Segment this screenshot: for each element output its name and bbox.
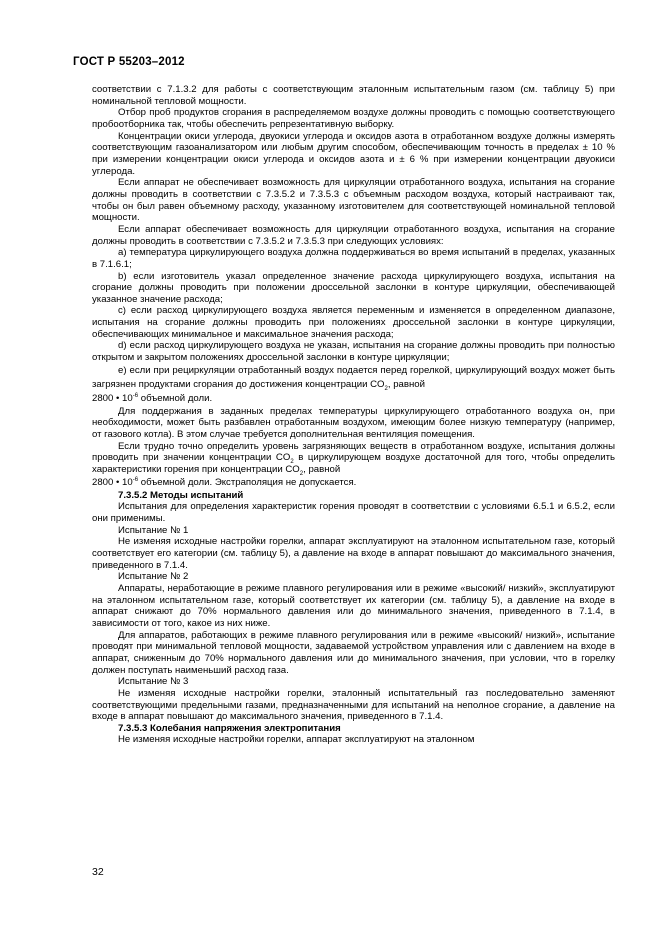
paragraph: Для аппаратов, работающих в режиме плавного регулирования или в режиме «высокий/ низкий», испытание проводят при минимальной тепловой мощности, задаваемой устройством управления или с давлением на входе в аппарат, сниженным до 70% нормального давления или до минимального значения, при условии, что в горелку должен поступать наименьший расход газа.	[92, 629, 615, 676]
paragraph	[92, 392, 615, 406]
paragraph-text: , равной	[387, 378, 425, 390]
section-heading: 7.3.5.3 Колебания напряжения электропитания	[118, 722, 341, 734]
document-header: ГОСТ Р 55203–2012	[73, 56, 185, 68]
list-item: d) если расход циркулирующего воздуха не указан, испытания на сгорание должны проводить при полностью открытом и закрытом положениях дроссельной заслонки в контуре циркуляции;	[92, 340, 615, 364]
page-number: 32	[92, 866, 104, 878]
paragraph-text: , равной	[303, 464, 341, 476]
paragraph: Не изменяя исходные настройки горелки, эталонный испытательный газ последовательно заменяют соответствующими предельными газами, предназначенными для испытаний на неполное сгорание, а давление на входе в аппарат повышают до максимального значения, приведенного в 7.1.4.	[92, 687, 615, 723]
paragraph-text: объемной доли.	[138, 392, 213, 404]
paragraph: соответствии с 7.1.3.2 для работы с соответствующим эталонным испытательным газом (см. таблицу 5) при номинальной тепловой мощности.	[92, 84, 615, 107]
paragraph-text: е) если при рециркуляции отработанный воздух подается перед горелкой, циркулирующий воздух может быть загрязнен продуктами сгорания до достижения концентрации CO	[92, 364, 615, 390]
paragraph: Для поддержания в заданных пределах температуры циркулирующего отработанного воздуха он, при необходимости, может быть разбавлен отработанным воздухом, имеющим более низкую температуру (например, от газового котла). В этом случае требуется дополнительная вентиляция помещения.	[92, 405, 615, 441]
paragraph: Отбор проб продуктов сгорания в распределяемом воздухе должны проводить с помощью соответствующего пробоотборника так, чтобы обеспечить репрезентативную выборку.	[92, 107, 615, 130]
superscript: -6	[132, 392, 139, 399]
superscript: -6	[132, 476, 139, 483]
document-body	[92, 84, 615, 746]
paragraph-text: Если трудно точно определить уровень загрязняющих веществ в отработанном воздухе, испытания должны проводить при значении концентрации CO	[92, 440, 615, 464]
test-heading: Испытание № 2	[118, 571, 189, 583]
list-item	[92, 364, 615, 392]
paragraph: Аппараты, неработающие в режиме плавного регулирования или в режиме «высокий/ низкий», эксплуатируют на эталонном испытательном газе, который соответствует их категории (см. таблицу 5), а давление на входе в аппарат снижают до 70% нормального давления или до минимального значения, приведенного в 7.1.4, в зависимости от того, какое из них ниже.	[92, 582, 615, 629]
paragraph	[92, 441, 615, 476]
paragraph: Не изменяя исходные настройки горелки, аппарат эксплуатируют на эталонном испытательном газе, который соответствует его категории (см. таблицу 5), а давление на входе в аппарат повышают до максимального значения, приведенного в 7.1.4.	[92, 536, 615, 571]
test-heading: Испытание № 1	[118, 524, 189, 536]
formula-value: 2800 • 10	[92, 476, 133, 488]
paragraph: Если аппарат не обеспечивает возможность для циркуляции отработанного воздуха, испытания на сгорание должны проводить в соответствии с 7.3.5.2 и 7.3.5.3 с объемным расходом воздуха, который настраивают так, чтобы он был равен объемному расходу, указанному изготовителем для соответствующей номинальной тепловой мощности.	[92, 177, 615, 224]
paragraph: Концентрации окиси углерода, двуокиси углерода и оксидов азота в отработанном воздухе должны измерять соответствующим газоанализатором или любым другим способом, обеспечивающим точность в пределах ± 10 % при измерении концентрации окиси углерода и оксидов азота и ± 6 % при измерении концентрации двуокиси углерода.	[92, 130, 615, 177]
subscript: 2	[384, 385, 388, 392]
list-item: с) если расход циркулирующего воздуха является переменным и изменяется в определенном диапазоне, испытания на сгорание должны проводить при положениях дроссельной заслонки в контуре циркуляции, обеспечивающих минимальное и максимальное значения расхода;	[92, 305, 615, 340]
paragraph	[92, 476, 615, 490]
paragraph-text: объемной доли. Экстраполяция не допускается.	[138, 476, 357, 488]
list-item: b) если изготовитель указал определенное значение расхода циркулирующего воздуха, испытания на сгорание должны проводить при положении дроссельной заслонки в контуре циркуляции, обеспечивающей указанное значение расхода;	[92, 270, 615, 305]
subscript: 2	[299, 470, 304, 477]
list-item: а) температура циркулирующего воздуха должна поддерживаться во время испытаний в пределах, указанных в 7.1.6.1;	[92, 247, 615, 270]
paragraph: Если аппарат обеспечивает возможность для циркуляции отработанного воздуха, испытания на сгорание должны проводить в соответствии с 7.3.5.2 и 7.3.5.3 при следующих условиях:	[92, 223, 615, 247]
paragraph-text: в циркулирующем воздухе достаточной для того, чтобы определить характеристики горения при концентрации CO	[92, 452, 615, 476]
paragraph: Не изменяя исходные настройки горелки, аппарат эксплуатируют на эталонном	[118, 734, 475, 746]
subscript: 2	[290, 459, 294, 466]
test-heading: Испытание № 3	[118, 676, 189, 688]
section-heading: 7.3.5.2 Методы испытаний	[118, 489, 244, 501]
formula-value: 2800 • 10	[92, 392, 133, 404]
paragraph: Испытания для определения характеристик горения проводят в соответствии с условиями 6.5.1 и 6.5.2, если они применимы.	[92, 501, 615, 524]
